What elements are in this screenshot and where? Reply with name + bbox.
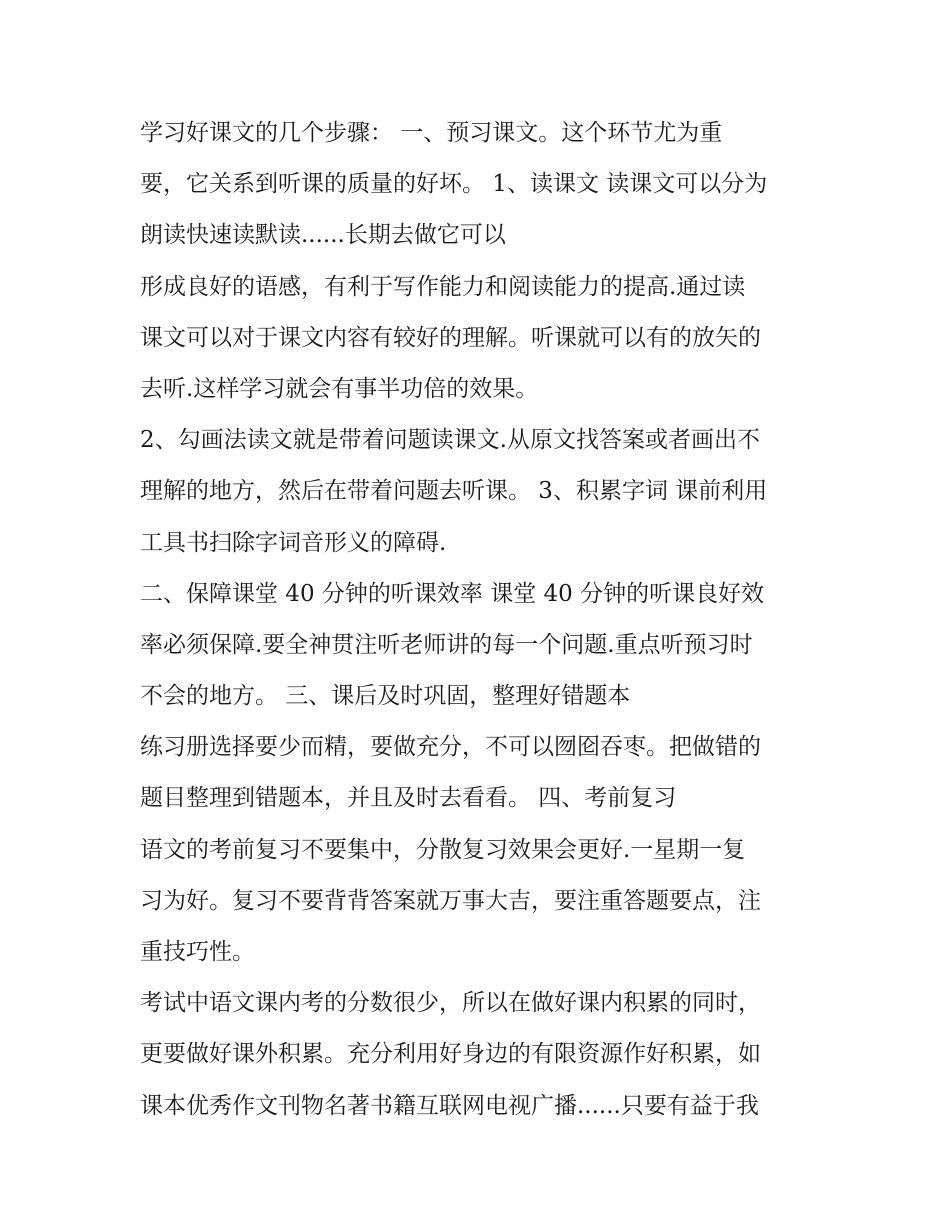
document-body — [140, 108, 820, 1132]
text-line: 率必须保障.要全神贯注听老师讲的每一个问题.重点听预习时 — [140, 631, 753, 658]
text-line: 重技巧性。 — [140, 939, 255, 965]
text-line: 语文的考前复习不要集中，分散复习效果会更好.一星期一复 — [140, 836, 746, 863]
text-line: 二、保障课堂 40 分钟的听课效率 课堂 40 分钟的听课良好效 — [140, 580, 765, 607]
text-line: 课本优秀作文刊物名著书籍互联网电视广播......只要有益于我 — [140, 1092, 759, 1119]
text-line: 去听.这样学习就会有事半功倍的效果。 — [140, 375, 539, 402]
text-line: 题目整理到错题本，并且及时去看看。 四、考前复习 — [140, 785, 677, 812]
text-line: 练习册选择要少而精，要做充分，不可以囫囵吞枣。把做错的 — [140, 734, 761, 761]
text-line: 朗读快速读默读......长期去做它可以 — [140, 222, 506, 249]
text-line: 考试中语文课内考的分数很少，所以在做好课内积累的同时， — [140, 990, 761, 1017]
text-line: 2、勾画法读文就是带着问题读课文.从原文找答案或者画出不 — [140, 427, 760, 454]
text-line: 课文可以对于课文内容有较好的理解。听课就可以有的放矢的 — [140, 324, 761, 351]
text-line: 不会的地方。 三、课后及时巩固，整理好错题本 — [140, 683, 631, 710]
text-line: 要，它关系到听课的质量的好坏。 1、读课文 读课文可以分为 — [140, 171, 768, 198]
text-line: 工具书扫除字词音形义的障碍. — [140, 529, 447, 556]
text-line: 理解的地方，然后在带着问题去听课。 3、积累字词 课前利用 — [140, 478, 768, 505]
text-line: 更要做好课外积累。充分利用好身边的有限资源作好积累，如 — [140, 1041, 761, 1068]
text-line: 习为好。复习不要背背答案就万事大吉，要注重答题要点，注 — [140, 887, 761, 914]
text-line: 形成良好的语感，有利于写作能力和阅读能力的提高.通过读 — [140, 273, 746, 300]
text-line: 学习好课文的几个步骤： 一、预习课文。这个环节尤为重 — [140, 120, 723, 146]
